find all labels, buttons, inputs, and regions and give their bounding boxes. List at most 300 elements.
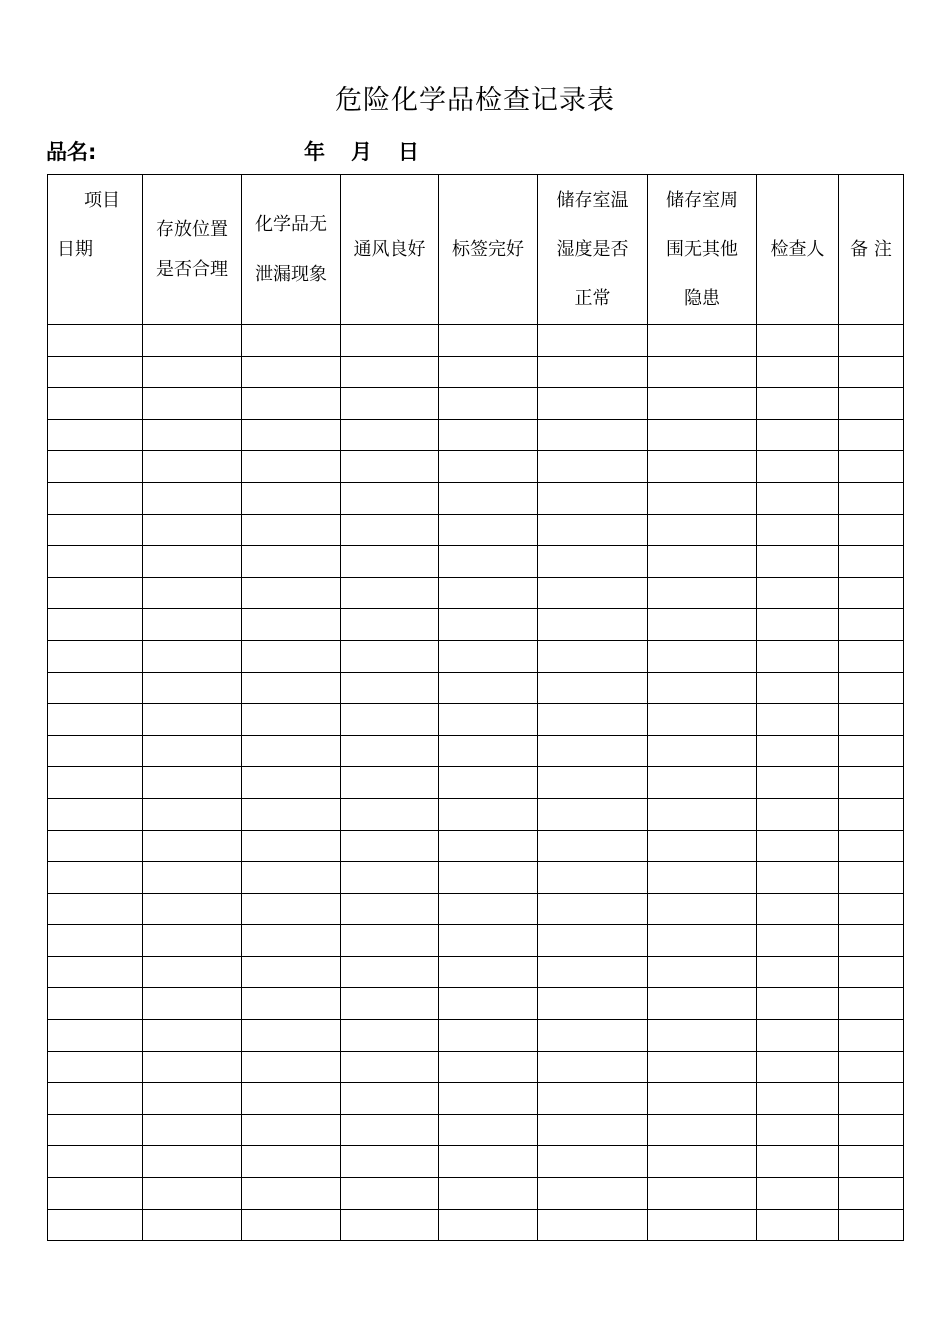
table-cell[interactable]	[48, 609, 143, 641]
page-title: 危险化学品检查记录表	[335, 85, 615, 116]
month-label: 月	[351, 140, 372, 164]
table-cell[interactable]	[48, 767, 143, 799]
table-cell[interactable]	[538, 1114, 648, 1146]
table-cell[interactable]	[839, 1209, 904, 1241]
table-cell[interactable]	[439, 1051, 538, 1083]
table-cell[interactable]	[648, 925, 757, 957]
table-row	[48, 1114, 904, 1146]
table-cell[interactable]	[143, 956, 242, 988]
table-cell[interactable]	[439, 1114, 538, 1146]
table-cell[interactable]	[648, 988, 757, 1020]
table-cell[interactable]	[143, 325, 242, 357]
table-cell[interactable]	[538, 514, 648, 546]
table-cell[interactable]	[757, 609, 839, 641]
table-cell[interactable]	[538, 830, 648, 862]
table-cell[interactable]	[648, 704, 757, 736]
table-cell[interactable]	[242, 577, 341, 609]
table-cell[interactable]	[143, 577, 242, 609]
table-cell[interactable]	[538, 988, 648, 1020]
table-cell[interactable]	[341, 893, 439, 925]
table-cell[interactable]	[143, 1178, 242, 1210]
table-cell[interactable]	[839, 325, 904, 357]
table-cell[interactable]	[648, 1178, 757, 1210]
table-cell[interactable]	[341, 514, 439, 546]
table-row	[48, 577, 904, 609]
table-cell[interactable]	[648, 514, 757, 546]
table-cell[interactable]	[439, 767, 538, 799]
table-cell[interactable]	[48, 1114, 143, 1146]
table-cell[interactable]	[341, 862, 439, 894]
table-cell[interactable]	[439, 735, 538, 767]
table-cell[interactable]	[839, 1051, 904, 1083]
table-cell[interactable]	[242, 893, 341, 925]
table-cell[interactable]	[648, 862, 757, 894]
table-cell[interactable]	[439, 640, 538, 672]
table-cell[interactable]	[839, 1114, 904, 1146]
table-cell[interactable]	[341, 1178, 439, 1210]
table-cell[interactable]	[48, 514, 143, 546]
table-cell[interactable]	[242, 735, 341, 767]
table-cell[interactable]	[648, 1114, 757, 1146]
table-cell[interactable]	[48, 925, 143, 957]
table-cell[interactable]	[839, 925, 904, 957]
table-cell[interactable]	[538, 1083, 648, 1115]
table-cell[interactable]	[757, 956, 839, 988]
table-body	[48, 325, 904, 1241]
table-cell[interactable]	[242, 388, 341, 420]
table-cell[interactable]	[48, 388, 143, 420]
table-cell[interactable]	[143, 419, 242, 451]
table-cell[interactable]	[242, 1020, 341, 1052]
table-cell[interactable]	[648, 482, 757, 514]
table-cell[interactable]	[341, 1114, 439, 1146]
table-cell[interactable]	[341, 1146, 439, 1178]
table-cell[interactable]	[242, 609, 341, 641]
table-cell[interactable]	[538, 893, 648, 925]
table-cell[interactable]	[143, 830, 242, 862]
table-cell[interactable]	[143, 1051, 242, 1083]
table-cell[interactable]	[839, 798, 904, 830]
table-cell[interactable]	[143, 482, 242, 514]
table-cell[interactable]	[48, 830, 143, 862]
table-cell[interactable]	[439, 830, 538, 862]
table-cell[interactable]	[48, 704, 143, 736]
table-cell[interactable]	[341, 1209, 439, 1241]
table-cell[interactable]	[648, 1083, 757, 1115]
table-cell[interactable]	[757, 1114, 839, 1146]
table-cell[interactable]	[242, 925, 341, 957]
table-cell[interactable]	[439, 419, 538, 451]
table-cell[interactable]	[439, 356, 538, 388]
table-cell[interactable]	[439, 1020, 538, 1052]
table-cell[interactable]	[538, 640, 648, 672]
inspection-table	[47, 174, 904, 1241]
table-row	[48, 388, 904, 420]
table-cell[interactable]	[538, 451, 648, 483]
table-cell[interactable]	[757, 451, 839, 483]
table-cell[interactable]	[839, 1146, 904, 1178]
table-cell[interactable]	[439, 862, 538, 894]
table-cell[interactable]	[48, 482, 143, 514]
table-cell[interactable]	[341, 419, 439, 451]
date-line	[304, 136, 419, 166]
table-cell[interactable]	[648, 1051, 757, 1083]
table-cell[interactable]	[839, 546, 904, 578]
table-cell[interactable]	[757, 1083, 839, 1115]
day-label: 日	[398, 140, 419, 164]
table-cell[interactable]	[143, 356, 242, 388]
table-cell[interactable]	[143, 1209, 242, 1241]
table-cell[interactable]	[242, 1209, 341, 1241]
table-cell[interactable]	[48, 356, 143, 388]
table-cell[interactable]	[757, 672, 839, 704]
table-cell[interactable]	[648, 767, 757, 799]
table-cell[interactable]	[757, 356, 839, 388]
table-cell[interactable]	[48, 672, 143, 704]
table-cell[interactable]	[143, 546, 242, 578]
table-cell[interactable]	[341, 988, 439, 1020]
table-cell[interactable]	[48, 1146, 143, 1178]
table-cell[interactable]	[839, 419, 904, 451]
year-label: 年	[304, 140, 325, 164]
table-cell[interactable]	[242, 419, 341, 451]
table-cell[interactable]	[757, 482, 839, 514]
table-row	[48, 830, 904, 862]
table-cell[interactable]	[48, 1051, 143, 1083]
table-cell[interactable]	[648, 798, 757, 830]
table-cell[interactable]	[839, 577, 904, 609]
table-cell[interactable]	[648, 640, 757, 672]
table-cell[interactable]	[839, 1083, 904, 1115]
table-cell[interactable]	[143, 514, 242, 546]
table-row	[48, 356, 904, 388]
table-cell[interactable]	[757, 1146, 839, 1178]
table-cell[interactable]	[341, 325, 439, 357]
table-cell[interactable]	[143, 1020, 242, 1052]
table-cell[interactable]	[143, 1146, 242, 1178]
header-item-date: 项目 日期	[48, 175, 143, 325]
table-cell[interactable]	[341, 925, 439, 957]
table-cell[interactable]	[648, 356, 757, 388]
table-cell[interactable]	[242, 767, 341, 799]
table-cell[interactable]	[757, 546, 839, 578]
table-cell[interactable]	[757, 514, 839, 546]
table-cell[interactable]	[242, 830, 341, 862]
table-cell[interactable]	[242, 704, 341, 736]
table-cell[interactable]	[538, 704, 648, 736]
table-cell[interactable]	[757, 704, 839, 736]
table-cell[interactable]	[439, 1083, 538, 1115]
table-cell[interactable]	[839, 988, 904, 1020]
table-cell[interactable]	[439, 325, 538, 357]
table-cell[interactable]	[439, 1178, 538, 1210]
table-cell[interactable]	[48, 798, 143, 830]
table-cell[interactable]	[538, 672, 648, 704]
table-cell[interactable]	[242, 546, 341, 578]
table-row	[48, 893, 904, 925]
table-cell[interactable]	[242, 482, 341, 514]
table-row	[48, 482, 904, 514]
table-cell[interactable]	[757, 388, 839, 420]
table-cell[interactable]	[242, 1146, 341, 1178]
table-cell[interactable]	[648, 609, 757, 641]
table-cell[interactable]	[143, 767, 242, 799]
table-cell[interactable]	[48, 1209, 143, 1241]
table-cell[interactable]	[538, 546, 648, 578]
table-cell[interactable]	[341, 482, 439, 514]
table-cell[interactable]	[839, 704, 904, 736]
table-row	[48, 1083, 904, 1115]
table-cell[interactable]	[439, 577, 538, 609]
table-cell[interactable]	[648, 419, 757, 451]
table-cell[interactable]	[143, 1114, 242, 1146]
table-row	[48, 1020, 904, 1052]
table-cell[interactable]	[538, 482, 648, 514]
table-cell[interactable]	[242, 1178, 341, 1210]
table-row	[48, 640, 904, 672]
table-cell[interactable]	[648, 546, 757, 578]
table-cell[interactable]	[341, 356, 439, 388]
table-cell[interactable]	[439, 388, 538, 420]
table-cell[interactable]	[757, 640, 839, 672]
table-cell[interactable]	[143, 798, 242, 830]
table-cell[interactable]	[757, 925, 839, 957]
table-cell[interactable]	[757, 798, 839, 830]
table-cell[interactable]	[242, 1114, 341, 1146]
table-cell[interactable]	[648, 577, 757, 609]
table-cell[interactable]	[839, 609, 904, 641]
header-ventilation: 通风良好	[341, 175, 439, 325]
table-cell[interactable]	[757, 830, 839, 862]
table-cell[interactable]	[839, 862, 904, 894]
table-cell[interactable]	[242, 988, 341, 1020]
table-cell[interactable]	[839, 830, 904, 862]
table-cell[interactable]	[341, 704, 439, 736]
table-cell[interactable]	[839, 356, 904, 388]
table-row	[48, 1178, 904, 1210]
header-row	[48, 175, 904, 325]
table-cell[interactable]	[757, 1051, 839, 1083]
table-row	[48, 609, 904, 641]
table-cell[interactable]	[648, 1146, 757, 1178]
table-cell[interactable]	[48, 1083, 143, 1115]
table-cell[interactable]	[48, 640, 143, 672]
table-cell[interactable]	[757, 1020, 839, 1052]
table-cell[interactable]	[648, 735, 757, 767]
table-row	[48, 925, 904, 957]
table-row	[48, 956, 904, 988]
table-cell[interactable]	[439, 798, 538, 830]
header-remarks: 备 注	[839, 175, 904, 325]
table-cell[interactable]	[48, 577, 143, 609]
table-cell[interactable]	[242, 862, 341, 894]
table-cell[interactable]	[439, 925, 538, 957]
table-cell[interactable]	[839, 1178, 904, 1210]
table-cell[interactable]	[48, 862, 143, 894]
table-cell[interactable]	[341, 609, 439, 641]
table-cell[interactable]	[341, 767, 439, 799]
table-cell[interactable]	[439, 672, 538, 704]
table-cell[interactable]	[242, 956, 341, 988]
table-row	[48, 767, 904, 799]
table-cell[interactable]	[341, 577, 439, 609]
header-no-leakage: 化学品无 泄漏现象	[242, 175, 341, 325]
table-cell[interactable]	[538, 356, 648, 388]
table-cell[interactable]	[839, 735, 904, 767]
table-cell[interactable]	[757, 1178, 839, 1210]
table-cell[interactable]	[143, 893, 242, 925]
table-cell[interactable]	[48, 1020, 143, 1052]
table-cell[interactable]	[143, 735, 242, 767]
table-cell[interactable]	[143, 672, 242, 704]
table-cell[interactable]	[341, 735, 439, 767]
table-cell[interactable]	[48, 1178, 143, 1210]
table-cell[interactable]	[341, 1051, 439, 1083]
table-cell[interactable]	[538, 956, 648, 988]
header-temp-humidity: 储存室温 湿度是否 正常	[538, 175, 648, 325]
table-cell[interactable]	[341, 451, 439, 483]
table-cell[interactable]	[839, 388, 904, 420]
table-row	[48, 451, 904, 483]
table-cell[interactable]	[538, 1051, 648, 1083]
table-cell[interactable]	[48, 546, 143, 578]
product-name-label: 品名:	[46, 140, 97, 164]
table-cell[interactable]	[648, 325, 757, 357]
table-cell[interactable]	[48, 451, 143, 483]
table-cell[interactable]	[341, 672, 439, 704]
table-cell[interactable]	[143, 609, 242, 641]
table-row	[48, 1209, 904, 1241]
table-cell[interactable]	[839, 893, 904, 925]
table-cell[interactable]	[439, 451, 538, 483]
table-row	[48, 735, 904, 767]
table-cell[interactable]	[341, 1020, 439, 1052]
table-cell[interactable]	[538, 1209, 648, 1241]
table-cell[interactable]	[439, 1209, 538, 1241]
table-cell[interactable]	[538, 325, 648, 357]
table-cell[interactable]	[538, 609, 648, 641]
table-cell[interactable]	[538, 925, 648, 957]
table-cell[interactable]	[839, 640, 904, 672]
table-cell[interactable]	[439, 956, 538, 988]
table-cell[interactable]	[757, 735, 839, 767]
table-cell[interactable]	[648, 956, 757, 988]
table-cell[interactable]	[757, 1209, 839, 1241]
table-cell[interactable]	[242, 356, 341, 388]
table-cell[interactable]	[439, 893, 538, 925]
table-cell[interactable]	[648, 451, 757, 483]
table-cell[interactable]	[48, 325, 143, 357]
table-cell[interactable]	[439, 609, 538, 641]
table-cell[interactable]	[439, 546, 538, 578]
table-row	[48, 419, 904, 451]
table-cell[interactable]	[538, 388, 648, 420]
table-cell[interactable]	[48, 988, 143, 1020]
table-cell[interactable]	[439, 704, 538, 736]
table-cell[interactable]	[757, 988, 839, 1020]
table-cell[interactable]	[538, 1146, 648, 1178]
table-cell[interactable]	[48, 956, 143, 988]
table-cell[interactable]	[439, 1146, 538, 1178]
table-cell[interactable]	[48, 419, 143, 451]
table-cell[interactable]	[757, 862, 839, 894]
table-cell[interactable]	[538, 1178, 648, 1210]
table-cell[interactable]	[439, 988, 538, 1020]
table-cell[interactable]	[143, 640, 242, 672]
table-cell[interactable]	[839, 451, 904, 483]
table-row	[48, 546, 904, 578]
table-cell[interactable]	[538, 419, 648, 451]
table-cell[interactable]	[538, 735, 648, 767]
table-cell[interactable]	[143, 1083, 242, 1115]
table-cell[interactable]	[757, 893, 839, 925]
table-cell[interactable]	[341, 956, 439, 988]
table-cell[interactable]	[538, 767, 648, 799]
table-cell[interactable]	[839, 1020, 904, 1052]
table-cell[interactable]	[839, 514, 904, 546]
table-cell[interactable]	[757, 577, 839, 609]
table-cell[interactable]	[143, 988, 242, 1020]
table-cell[interactable]	[341, 1083, 439, 1115]
table-cell[interactable]	[48, 893, 143, 925]
table-cell[interactable]	[538, 862, 648, 894]
table-cell[interactable]	[757, 325, 839, 357]
table-cell[interactable]	[648, 830, 757, 862]
table-cell[interactable]	[242, 1083, 341, 1115]
table-cell[interactable]	[839, 482, 904, 514]
table-cell[interactable]	[839, 672, 904, 704]
table-cell[interactable]	[439, 482, 538, 514]
table-cell[interactable]	[341, 830, 439, 862]
table-cell[interactable]	[341, 798, 439, 830]
table-cell[interactable]	[839, 767, 904, 799]
table-cell[interactable]	[242, 1051, 341, 1083]
table-cell[interactable]	[242, 451, 341, 483]
table-cell[interactable]	[648, 1209, 757, 1241]
table-cell[interactable]	[143, 704, 242, 736]
table-cell[interactable]	[143, 925, 242, 957]
table-cell[interactable]	[648, 1020, 757, 1052]
table-cell[interactable]	[242, 325, 341, 357]
table-cell[interactable]	[242, 672, 341, 704]
table-cell[interactable]	[439, 514, 538, 546]
table-cell[interactable]	[143, 388, 242, 420]
table-cell[interactable]	[143, 451, 242, 483]
table-cell[interactable]	[341, 640, 439, 672]
header-inspector: 检查人	[757, 175, 839, 325]
table-row	[48, 798, 904, 830]
table-cell[interactable]	[757, 767, 839, 799]
table-cell[interactable]	[538, 798, 648, 830]
table-cell[interactable]	[242, 798, 341, 830]
header-label-intact: 标签完好	[439, 175, 538, 325]
table-row	[48, 672, 904, 704]
table-cell[interactable]	[648, 893, 757, 925]
table-cell[interactable]	[648, 388, 757, 420]
table-cell[interactable]	[143, 862, 242, 894]
table-cell[interactable]	[242, 514, 341, 546]
table-cell[interactable]	[341, 546, 439, 578]
table-cell[interactable]	[648, 672, 757, 704]
table-cell[interactable]	[538, 577, 648, 609]
table-cell[interactable]	[242, 640, 341, 672]
table-cell[interactable]	[839, 956, 904, 988]
table-cell[interactable]	[341, 388, 439, 420]
table-row	[48, 325, 904, 357]
table-cell[interactable]	[48, 735, 143, 767]
table-cell[interactable]	[757, 419, 839, 451]
table-cell[interactable]	[538, 1020, 648, 1052]
